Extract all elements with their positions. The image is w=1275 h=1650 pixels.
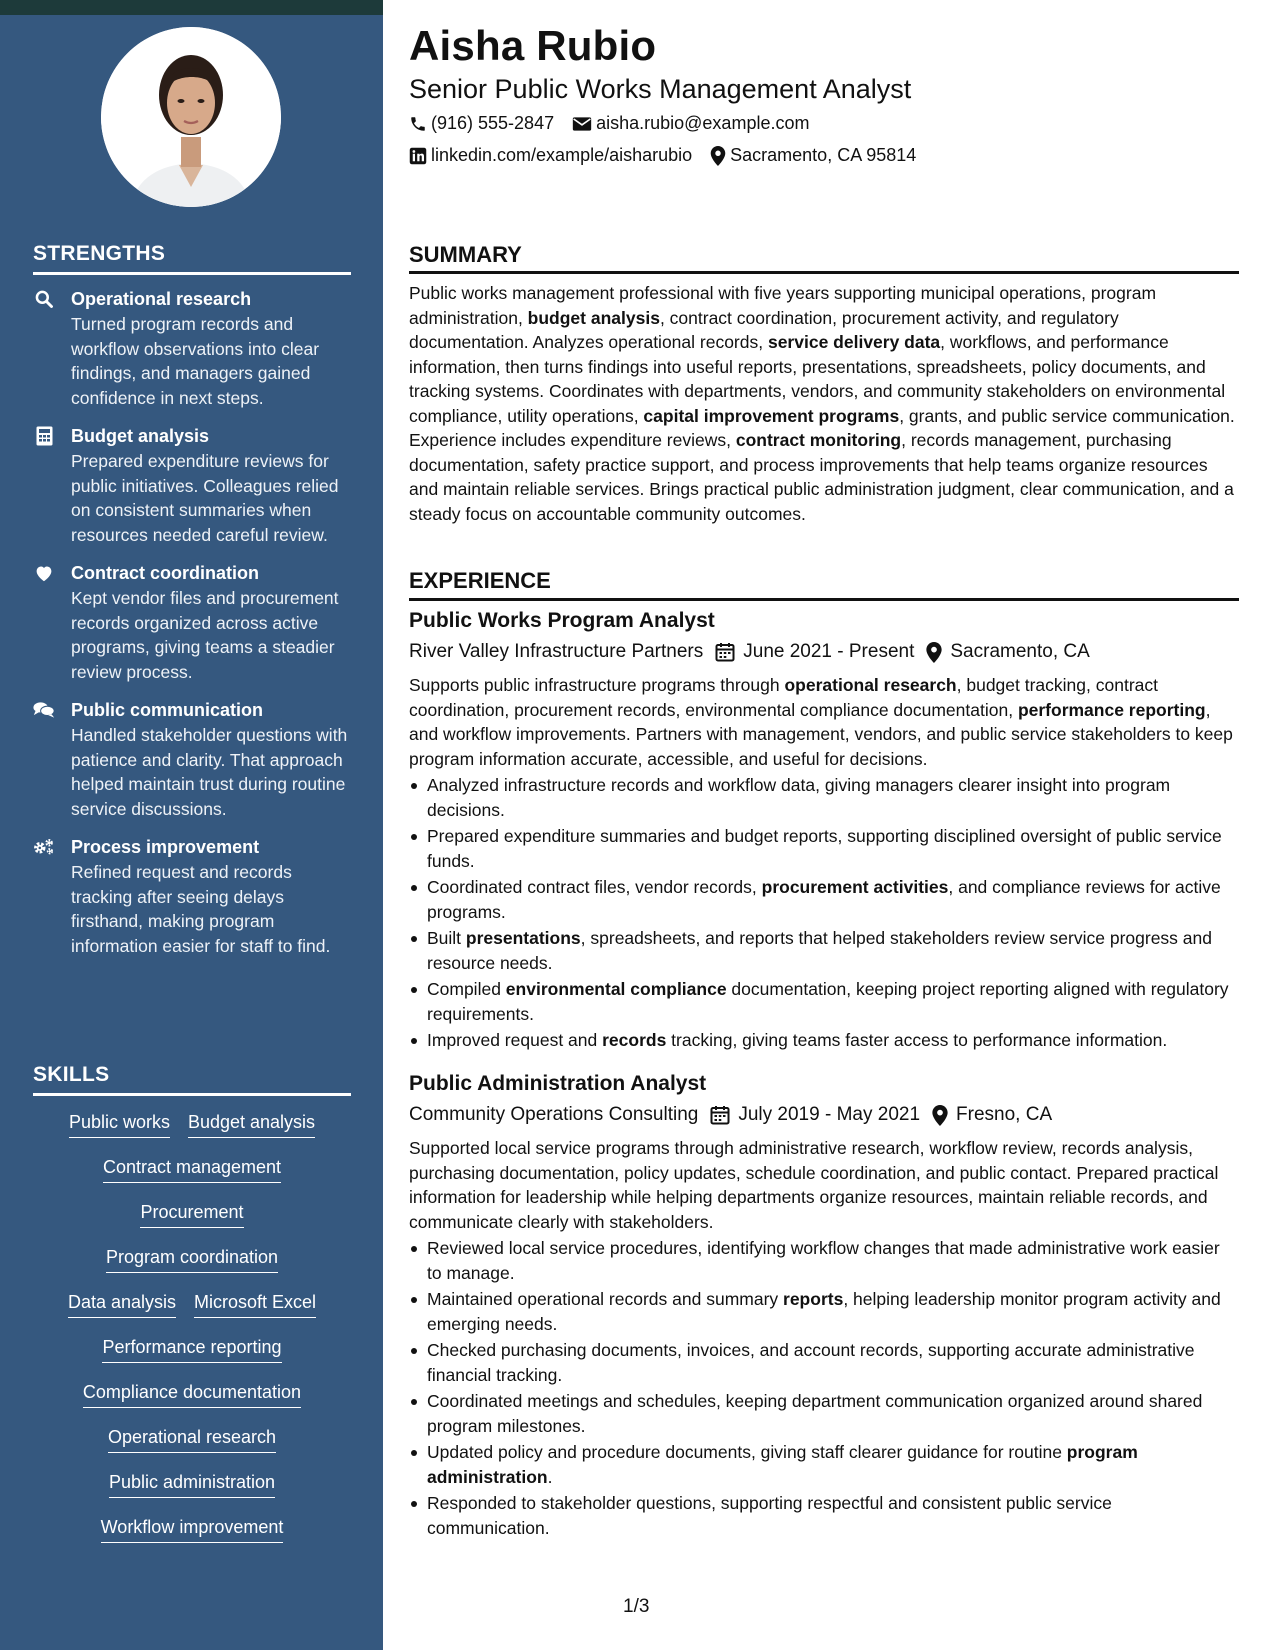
heart-icon: [33, 562, 55, 584]
text-segment: Prepared expenditure summaries and budget reports, supporting disciplined oversight of public service funds.: [427, 826, 1222, 871]
strength-item: [33, 698, 353, 821]
candidate-title: Senior Public Works Management Analyst: [409, 74, 912, 104]
text-segment: Checked purchasing documents, invoices, and account records, supporting accurate administrative financial tracking.: [427, 1340, 1195, 1385]
skill-tag: Contract management: [103, 1155, 281, 1183]
bullet-item: [409, 1338, 1239, 1387]
text-segment: Reviewed local service procedures, identifying workflow changes that made administrative work easier to manage.: [427, 1238, 1220, 1283]
job-meta: [409, 1100, 1239, 1130]
skill-row: [33, 1290, 351, 1335]
text-segment: Built: [427, 928, 466, 948]
summary-heading: SUMMARY: [409, 242, 522, 267]
skill-tag: Microsoft Excel: [194, 1290, 316, 1318]
map-pin-icon: [710, 146, 726, 166]
strength-title: Budget analysis: [71, 426, 210, 446]
text-segment: documentation, keeping project reporting aligned with regulatory requirements.: [427, 979, 1229, 1024]
bullet-item: [409, 1491, 1239, 1540]
experience-rule: [409, 598, 1239, 601]
text-segment: , contract coordination, procurement activity, and regulatory documentation. Analyzes operational records,: [409, 307, 1119, 352]
strength-description: Refined request and records tracking after seeing delays firsthand, making program information easier for staff to find.: [71, 862, 331, 956]
page-number: 1/3: [623, 1596, 650, 1617]
job-dates: July 2019 - May 2021: [738, 1104, 921, 1125]
text-segment: .: [547, 1466, 553, 1487]
bullet-list: [409, 1236, 1239, 1540]
sidebar-top-bar: [0, 0, 383, 15]
experience-heading: EXPERIENCE: [409, 568, 551, 593]
skill-row: [33, 1425, 351, 1470]
job-description: [409, 1136, 1239, 1234]
bullet-item: [409, 773, 1239, 822]
phone-text[interactable]: (916) 555-2847: [431, 113, 555, 133]
skill-tag: Compliance documentation: [83, 1380, 301, 1408]
bold-text: records: [602, 1030, 667, 1050]
text-segment: , helping leadership monitor program activity and emerging needs.: [427, 1289, 1221, 1334]
job-location: Sacramento, CA: [950, 641, 1090, 662]
map-pin-icon: [932, 1105, 948, 1126]
strength-item: [33, 424, 353, 547]
calculator-icon: [33, 425, 55, 447]
text-segment: , and workflow improvements. Partners with management, vendors, and public service stakeholders to keep program information accurate, accessible, and useful for decisions.: [409, 699, 1233, 769]
bold-text: presentations: [465, 928, 581, 948]
skill-tag: Workflow improvement: [101, 1515, 284, 1543]
strength-item: [33, 561, 353, 684]
location-contact: [710, 145, 916, 166]
profile-photo: [101, 27, 281, 207]
linkedin-icon: [409, 147, 427, 165]
text-segment: Responded to stakeholder questions, supporting respectful and consistent public service communication.: [427, 1493, 1112, 1538]
skill-row: [33, 1155, 351, 1200]
skill-tag: Program coordination: [106, 1245, 278, 1273]
envelope-icon: [572, 116, 592, 132]
bullet-item: [409, 875, 1239, 924]
bold-text: program administration: [427, 1442, 1138, 1487]
search-icon: [33, 288, 55, 310]
strength-item: [33, 287, 353, 410]
bold-text: environmental compliance: [505, 979, 727, 999]
summary-text: [409, 281, 1239, 526]
job-meta: [409, 637, 1239, 667]
bold-text: service delivery data: [767, 332, 941, 352]
bold-text: operational research: [784, 675, 957, 695]
calendar-icon: [710, 1105, 730, 1125]
text-segment: tracking, giving teams faster access to performance information.: [666, 1030, 1168, 1050]
strengths-list: [33, 287, 353, 972]
strengths-heading: STRENGTHS: [33, 242, 166, 265]
bold-text: procurement activities: [761, 877, 949, 897]
text-segment: , and compliance reviews for active programs.: [427, 877, 1221, 922]
sidebar: [0, 0, 383, 1650]
phone-contact: [409, 113, 554, 134]
gears-icon: [33, 836, 55, 858]
company-name: River Valley Infrastructure Partners: [409, 641, 704, 662]
strength-title: Contract coordination: [71, 563, 259, 583]
skill-tag: Public administration: [109, 1470, 275, 1498]
text-segment: Coordinated meetings and schedules, keeping department communication organized around shared program milestones.: [427, 1391, 1203, 1436]
text-segment: Improved request and: [427, 1030, 603, 1050]
job-description: [409, 673, 1239, 771]
skill-row: [33, 1335, 351, 1380]
bullet-item: [409, 1028, 1239, 1053]
strength-title: Process improvement: [71, 837, 260, 857]
bullet-item: [409, 1236, 1239, 1285]
job-title: Public Works Program Analyst: [409, 609, 715, 632]
skill-tag: Performance reporting: [102, 1335, 281, 1363]
skill-row: [33, 1245, 351, 1290]
strength-title: Operational research: [71, 289, 252, 309]
bullet-item: [409, 977, 1239, 1026]
bold-text: performance reporting: [1017, 699, 1206, 720]
skills-rule: [33, 1093, 351, 1096]
email-contact: [572, 113, 809, 134]
text-segment: Public works management professional with five years supporting municipal operations, program administration,: [409, 283, 1157, 328]
text-segment: Coordinated contract files, vendor records,: [427, 877, 762, 897]
skills-list: [33, 1110, 351, 1560]
strength-description: Handled stakeholder questions with patience and clarity. That approach helped maintain trust during routine service discussions.: [71, 725, 348, 819]
job-location: Fresno, CA: [956, 1104, 1053, 1125]
skill-tag: Budget analysis: [188, 1110, 315, 1138]
text-segment: Supported local service programs through administrative research, workflow review, records analysis, purchasing documentation, policy updates, schedule coordination, and public contact. Prepared practical information for leadership while helping departments organize resources, maintain reliable records, and communicate clearly with stakeholders.: [409, 1138, 1219, 1232]
skill-tag: Operational research: [108, 1425, 276, 1453]
bold-text: reports: [783, 1289, 844, 1309]
strength-title: Public communication: [71, 700, 264, 720]
text-segment: , spreadsheets, and reports that helped stakeholders review service progress and resource needs.: [427, 928, 1212, 973]
bold-text: contract monitoring: [735, 430, 902, 450]
bullet-item: [409, 1440, 1239, 1489]
skill-row: [33, 1470, 351, 1515]
text-segment: Maintained operational records and summary: [427, 1289, 784, 1309]
job-dates: June 2021 - Present: [743, 641, 915, 662]
bullet-list: [409, 773, 1239, 1053]
skill-tag: Procurement: [140, 1200, 243, 1228]
bold-text: budget analysis: [527, 307, 660, 328]
candidate-name: Aisha Rubio: [409, 22, 657, 69]
strength-description: Kept vendor files and procurement records organized across active programs, giving teams a steadier review process.: [71, 588, 339, 682]
skills-heading: SKILLS: [33, 1063, 110, 1086]
strength-item: [33, 835, 353, 958]
job-entry: [409, 1070, 1239, 1542]
text-segment: , workflows, and performance information, then turns findings into useful reports, presentations, spreadsheets, policy documents, and tracking systems. Coordinates with departments, vendors, and community stakeholders on environmental compliance, utility operations,: [409, 332, 1226, 426]
skill-row: [33, 1380, 351, 1425]
bullet-item: [409, 824, 1239, 873]
bold-text: capital improvement programs: [643, 405, 900, 426]
bullet-item: [409, 1389, 1239, 1438]
location-text: Sacramento, CA 95814: [730, 145, 917, 165]
strength-description: Prepared expenditure reviews for public initiatives. Colleagues relied on consistent summaries when resources needed careful review.: [71, 451, 339, 545]
skill-tag: Data analysis: [68, 1290, 176, 1318]
bullet-item: [409, 926, 1239, 975]
text-segment: Analyzed infrastructure records and workflow data, giving managers clearer insight into program decisions.: [427, 775, 1171, 820]
contact-row-2: [409, 145, 934, 166]
email-text[interactable]: aisha.rubio@example.com: [596, 113, 810, 133]
contact-row-1: [409, 113, 827, 134]
summary-rule: [409, 271, 1239, 274]
strengths-rule: [33, 272, 351, 275]
bullet-item: [409, 1287, 1239, 1336]
linkedin-text[interactable]: linkedin.com/example/aisharubio: [431, 145, 693, 165]
text-segment: Updated policy and procedure documents, giving staff clearer guidance for routine: [427, 1442, 1067, 1462]
company-name: Community Operations Consulting: [409, 1104, 699, 1125]
skill-row: [33, 1110, 351, 1155]
text-segment: , records management, purchasing documentation, safety practice support, and process improvements that help teams organize resources and maintain reliable services. Brings practical public administration judgment, clear communication, and a steady focus on accountable community outcomes.: [409, 430, 1234, 524]
map-pin-icon: [926, 642, 942, 663]
chat-bubbles-icon: [33, 699, 55, 721]
skill-row: [33, 1200, 351, 1245]
strength-description: Turned program records and workflow observations into clear findings, and managers gained confidence in next steps.: [71, 314, 320, 408]
job-entry: [409, 607, 1239, 1055]
text-segment: , budget tracking, contract coordination, procurement records, environmental compliance documentation,: [409, 675, 1158, 720]
text-segment: Compiled: [427, 979, 506, 999]
phone-icon: [409, 115, 427, 133]
text-segment: Supports public infrastructure programs through: [409, 675, 785, 695]
skill-tag: Public works: [69, 1110, 170, 1138]
linkedin-contact: [409, 145, 692, 166]
calendar-icon: [715, 642, 735, 662]
text-segment: , grants, and public service communication. Experience includes expenditure reviews,: [409, 405, 1235, 450]
job-title: Public Administration Analyst: [409, 1072, 707, 1095]
skill-row: [33, 1515, 351, 1560]
